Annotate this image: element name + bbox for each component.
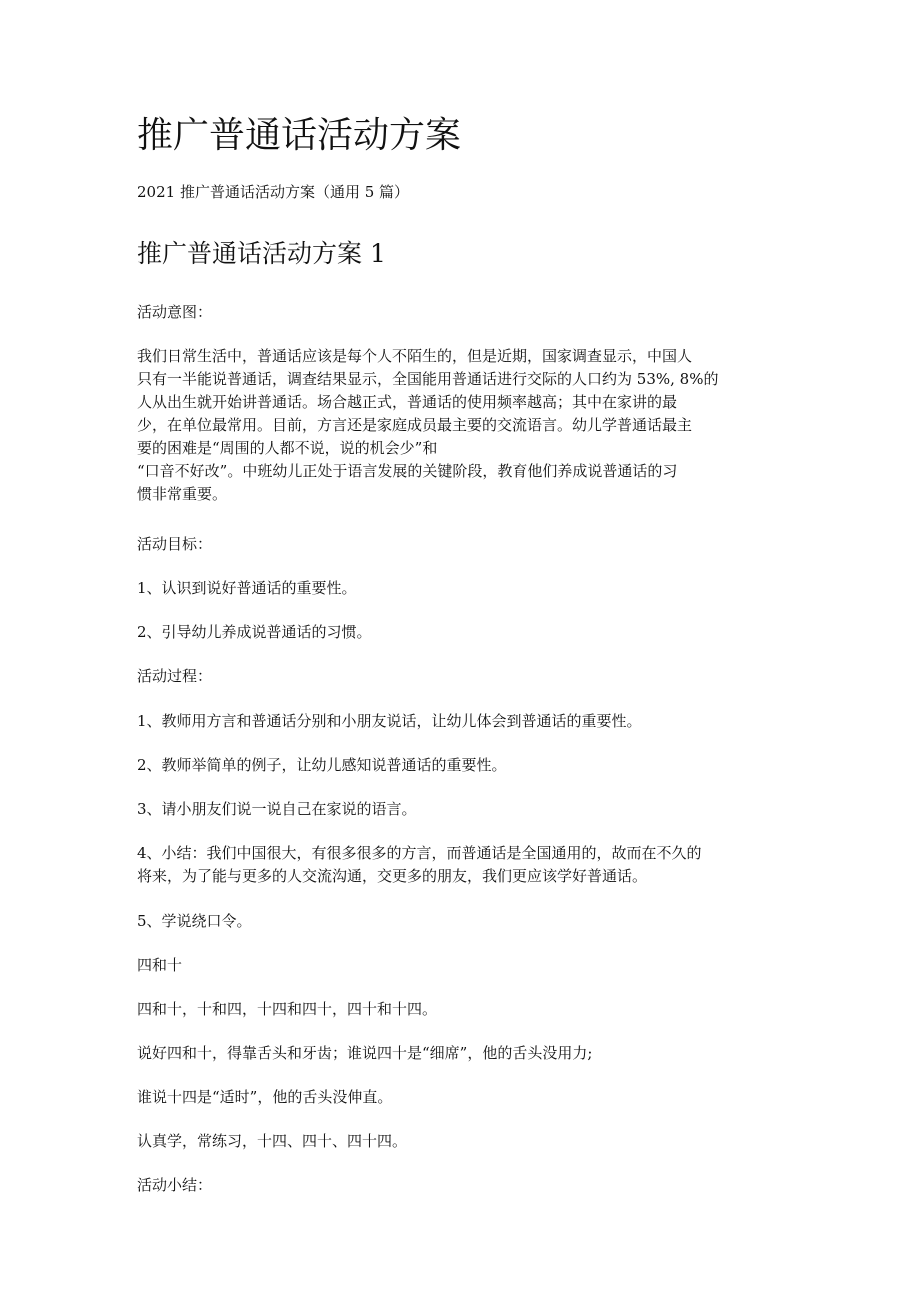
process-step-2: 2、教师举简单的例子，让幼儿感知说普通话的重要性。 bbox=[137, 756, 507, 774]
purpose-label: 活动意图： bbox=[137, 303, 213, 321]
process-step-4 bbox=[137, 842, 702, 888]
tongue-twister-line: 谁说十四是“适时”，他的舌头没伸直。 bbox=[137, 1088, 393, 1106]
process-step-3: 3、请小朋友们说一说自己在家说的语言。 bbox=[137, 800, 417, 818]
goals-label: 活动目标： bbox=[137, 535, 213, 553]
process-step-4-line: 4、小结：我们中国很大，有很多很多的方言，而普通话是全国通用的，故而在不久的 bbox=[137, 844, 702, 862]
document-subtitle: 2021 推广普通话活动方案（通用 5 篇） bbox=[137, 183, 410, 201]
process-label: 活动过程： bbox=[137, 667, 213, 685]
process-step-4-line: 将来，为了能与更多的人交流沟通，交更多的朋友，我们更应该学好普通话。 bbox=[137, 867, 648, 885]
purpose-line: 只有一半能说普通话，调查结果显示，全国能用普通话进行交际的人口约为 53%, 8%的 bbox=[137, 370, 719, 388]
purpose-line: 惯非常重要。 bbox=[137, 485, 228, 503]
process-step-5: 5、学说绕口令。 bbox=[137, 912, 252, 930]
summary-label: 活动小结： bbox=[137, 1176, 213, 1194]
document-title: 推广普通话活动方案 bbox=[137, 115, 462, 156]
purpose-line: 人从出生就开始讲普通话。场合越正式，普通话的使用频率越高；其中在家讲的最 bbox=[137, 393, 678, 411]
goal-item-2: 2、引导幼儿养成说普通话的习惯。 bbox=[137, 623, 372, 641]
purpose-line: “口音不好改”。中班幼儿正处于语言发展的关键阶段，教育他们养成说普通话的习 bbox=[137, 462, 678, 480]
tongue-twister-line: 四和十，十和四，十四和四十，四十和十四。 bbox=[137, 1000, 438, 1018]
tongue-twister-line: 认真学，常练习，十四、四十、四十四。 bbox=[137, 1132, 408, 1150]
purpose-line: 少，在单位最常用。目前，方言还是家庭成员最主要的交流语言。幼儿学普通话最主 bbox=[137, 416, 693, 434]
tongue-twister-line: 说好四和十，得靠舌头和牙齿；谁说四十是“细席”，他的舌头没用力; bbox=[137, 1044, 593, 1062]
goal-item-1: 1、认识到说好普通话的重要性。 bbox=[137, 579, 357, 597]
process-step-1: 1、教师用方言和普通话分别和小朋友说话，让幼儿体会到普通话的重要性。 bbox=[137, 712, 642, 730]
purpose-line: 要的困难是“周围的人都不说，说的机会少”和 bbox=[137, 439, 438, 457]
tongue-twister-title: 四和十 bbox=[137, 956, 183, 974]
purpose-line: 我们日常生活中，普通话应该是每个人不陌生的，但是近期，国家调查显示，中国人 bbox=[137, 347, 693, 365]
purpose-paragraph bbox=[137, 345, 718, 506]
section-heading: 推广普通话活动方案 1 bbox=[137, 239, 386, 268]
